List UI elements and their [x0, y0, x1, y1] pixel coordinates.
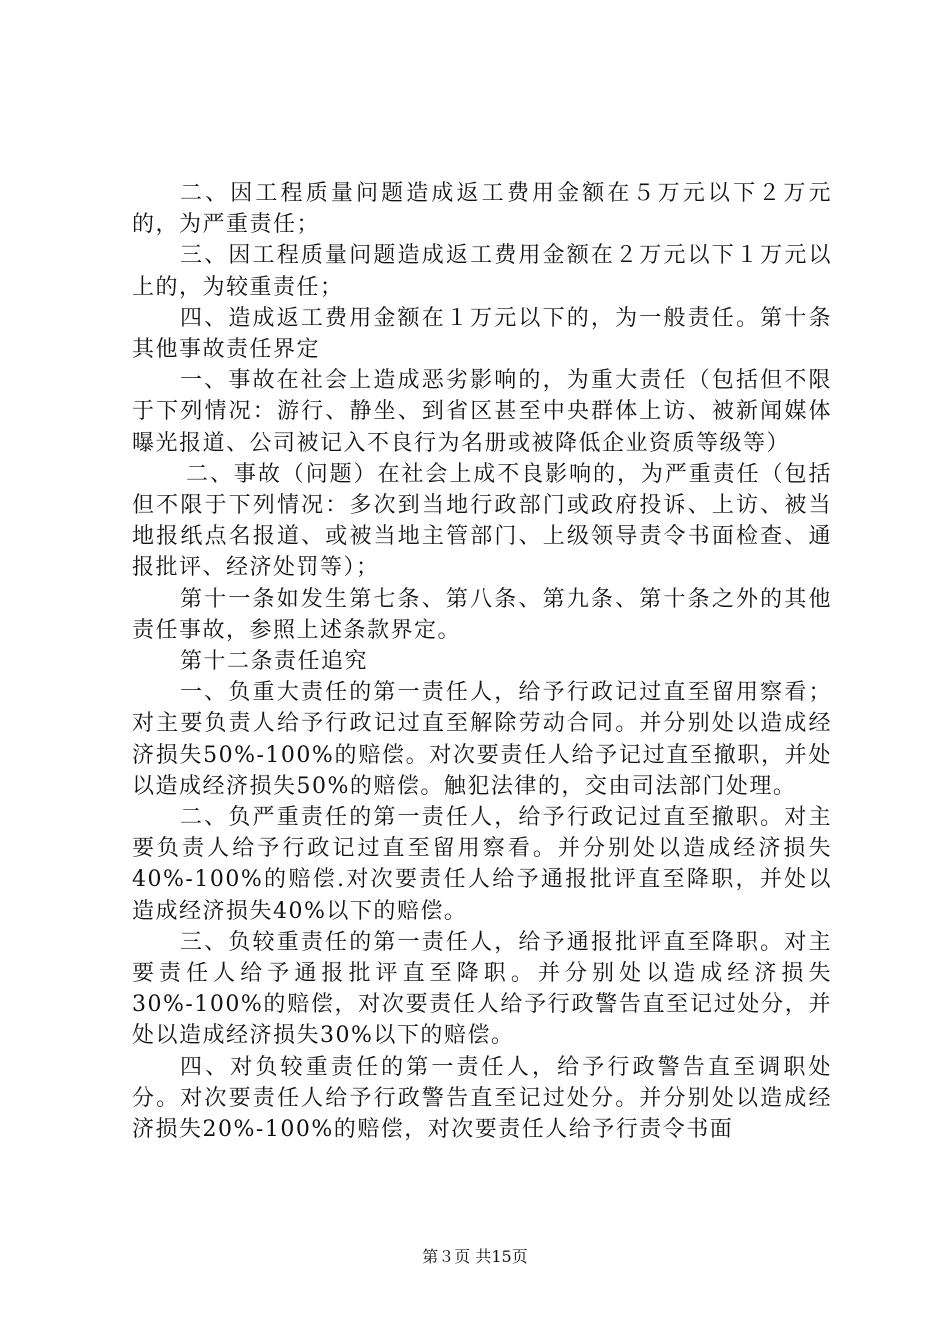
- paragraph: 三、负较重责任的第一责任人，给予通报批评直至降职。对主要责任人给予通报批评直至降职。并分别处以造成经济损失30%-100%的赔偿，对次要责任人给予行政警告直至记过处分，并处以造成经济损失30%以下的赔偿。: [132, 929, 832, 1049]
- paragraph: 一、事故在社会上造成恶劣影响的，为重大责任（包括但不限于下列情况：游行、静坐、到省区甚至中央群体上访、被新闻媒体曝光报道、公司被记入不良行为名册或被降低企业资质等级等）: [132, 368, 832, 456]
- paragraph: 四、对负较重责任的第一责任人，给予行政警告直至调职处分。对次要责任人给予行政警告直至记过处分。并分别处以造成经济损失20%-100%的赔偿，对次要责任人给予行责令书面: [132, 1054, 832, 1143]
- paragraph: 第十一条如发生第七条、第八条、第九条、第十条之外的其他责任事故，参照上述条款界定。: [132, 586, 832, 643]
- page-footer: 第３页 共15页: [422, 1247, 528, 1266]
- document-body: [132, 178, 832, 1145]
- section-heading: 第十二条责任追究: [180, 649, 369, 675]
- paragraph: 一、负重大责任的第一责任人，给予行政记过直至留用察看；对主要负责人给予行政记过直至解除劳动合同。并分别处以造成经济损失50%-100%的赔偿。对次要责任人给予记过直至撤职，并处以造成经济损失50%的赔偿。触犯法律的，交由司法部门处理。: [132, 680, 832, 799]
- paragraph: 二、事故（问题）在社会上成不良影响的，为严重责任（包括但不限于下列情况：多次到当地行政部门或政府投诉、上访、被当地报纸点名报道、或被当地主管部门、上级领导责令书面检查、通报批评、经济处罚等）；: [132, 461, 832, 581]
- paragraph: 三、因工程质量问题造成返工费用金额在２万元以下１万元以上的，为较重责任；: [132, 243, 832, 300]
- paragraph: 二、因工程质量问题造成返工费用金额在５万元以下２万元的，为严重责任；: [132, 181, 832, 238]
- paragraph: 二、负严重责任的第一责任人，给予行政记过直至撤职。对主要负责人给予行政记过直至留用察看。并分别处以造成经济损失40%-100%的赔偿.对次要责任人给予通报批评直至降职，并处以造成经济损失40%以下的赔偿。: [132, 805, 832, 924]
- paragraph: 四、造成返工费用金额在１万元以下的，为一般责任。第十条其他事故责任界定: [132, 305, 832, 363]
